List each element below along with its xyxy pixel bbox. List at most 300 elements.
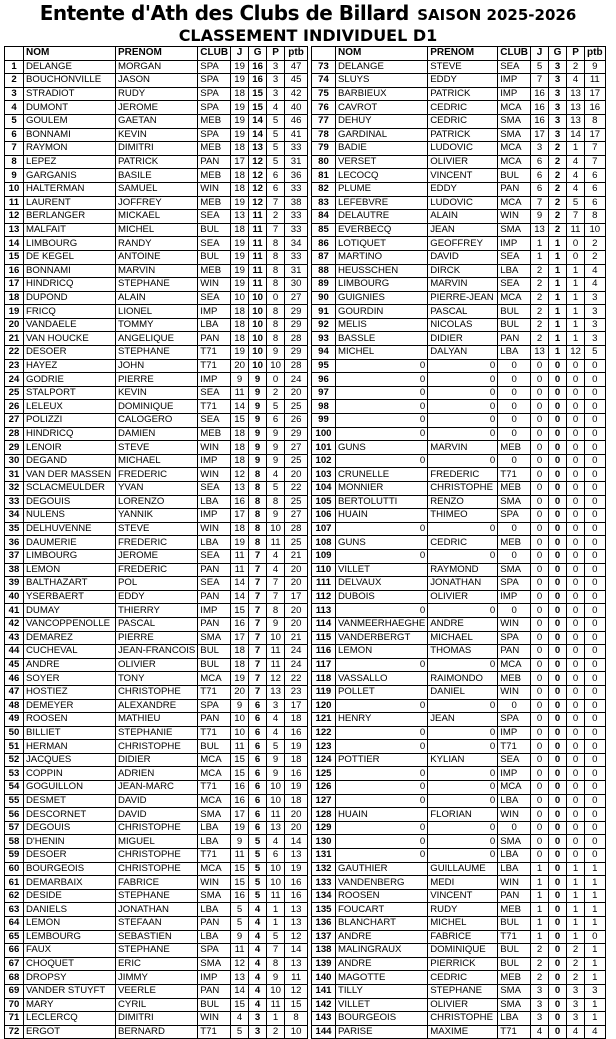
prenom-cell: 0 [428,359,498,373]
nom-cell: DUMONT [24,101,116,115]
table-row [312,631,606,645]
j-cell: 18 [231,142,249,156]
j-cell: 18 [231,182,249,196]
rank-cell: 134 [312,889,336,903]
club-cell: SEA [198,291,231,305]
p-cell: 2 [267,1025,285,1039]
ptb-cell: 15 [285,998,308,1012]
rank-cell: 138 [312,944,336,958]
g-cell: 9 [249,414,267,428]
prenom-cell: CEDRIC [428,536,498,550]
g-cell: 0 [549,984,567,998]
rank-cell: 48 [5,699,24,713]
nom-cell: GOURDIN [336,305,428,319]
p-cell: 10 [267,984,285,998]
p-cell: 10 [267,631,285,645]
ptb-cell: 33 [285,250,308,264]
table-row [312,169,606,183]
j-cell: 19 [231,278,249,292]
g-cell: 0 [549,862,567,876]
prenom-cell: DOMINIQUE [428,944,498,958]
club-cell: SEA [498,753,531,767]
club-cell: PAN [498,182,531,196]
ptb-cell: 7 [585,142,606,156]
p-cell: 6 [267,849,285,863]
prenom-cell: FABRICE [428,930,498,944]
prenom-cell: JEAN-MARC [116,781,198,795]
nom-cell: JACQUES [24,753,116,767]
rank-cell: 79 [312,142,336,156]
p-cell: 0 [567,509,585,523]
table-row [5,182,308,196]
table-row [312,794,606,808]
table-row [5,767,308,781]
g-cell: 0 [549,441,567,455]
j-cell: 0 [531,441,549,455]
rank-cell: 40 [5,590,24,604]
nom-cell: ANDRE [24,658,116,672]
ptb-cell: 0 [585,672,606,686]
ptb-cell: 33 [285,223,308,237]
ptb-cell: 41 [285,128,308,142]
g-cell: 0 [549,495,567,509]
p-cell: 0 [567,454,585,468]
p-cell: 14 [567,128,585,142]
j-cell: 16 [531,114,549,128]
j-cell: 3 [531,142,549,156]
club-cell: BUL [498,944,531,958]
p-cell: 3 [267,87,285,101]
ptb-cell: 0 [585,740,606,754]
nom-cell: HERMAN [24,740,116,754]
j-cell: 13 [231,482,249,496]
g-cell: 0 [549,577,567,591]
rank-cell: 39 [5,577,24,591]
ptb-cell: 0 [585,495,606,509]
p-cell: 5 [267,155,285,169]
club-cell: SEA [198,210,231,224]
g-cell: 0 [549,917,567,931]
p-cell: 5 [267,114,285,128]
p-cell: 11 [567,223,585,237]
g-cell: 0 [549,876,567,890]
j-cell: 19 [231,250,249,264]
nom-cell: 0 [336,427,428,441]
club-cell: SEA [198,577,231,591]
g-cell: 12 [249,196,267,210]
ptb-cell: 25 [285,400,308,414]
nom-cell: LENOIR [24,441,116,455]
table-row [5,930,308,944]
nom-cell: BOURGEOIS [336,1012,428,1026]
prenom-cell: 0 [428,835,498,849]
p-cell: 0 [567,441,585,455]
nom-cell: LEMON [336,645,428,659]
ptb-cell: 20 [285,604,308,618]
table-row [5,971,308,985]
p-cell: 0 [567,373,585,387]
nom-cell: DEGAND [24,454,116,468]
rank-cell: 18 [5,291,24,305]
header-j: J [231,47,249,61]
rank-cell: 54 [5,781,24,795]
p-cell: 0 [567,563,585,577]
p-cell: 0 [567,685,585,699]
rank-cell: 58 [5,835,24,849]
prenom-cell: CHRISTOPHE [116,821,198,835]
prenom-cell: STEPHANE [116,278,198,292]
nom-cell: VAN HOUCKE [24,332,116,346]
rank-cell: 59 [5,849,24,863]
prenom-cell: MAXIME [428,1025,498,1039]
g-cell: 14 [249,114,267,128]
ptb-cell: 33 [285,210,308,224]
prenom-cell: FREDERIC [116,536,198,550]
rank-cell: 143 [312,1012,336,1026]
ptb-cell: 18 [285,794,308,808]
p-cell: 1 [567,291,585,305]
club-cell: T71 [198,726,231,740]
table-row [312,699,606,713]
table-row [312,604,606,618]
g-cell: 12 [249,155,267,169]
j-cell: 0 [531,509,549,523]
g-cell: 7 [249,631,267,645]
table-row [312,781,606,795]
club-cell: WIN [198,182,231,196]
rank-cell: 20 [5,318,24,332]
p-cell: 4 [267,563,285,577]
club-cell: IMP [198,509,231,523]
table-row [312,454,606,468]
g-cell: 6 [249,794,267,808]
nom-cell: SLUYS [336,74,428,88]
ptb-cell: 28 [285,332,308,346]
ptb-cell: 1 [585,903,606,917]
p-cell: 13 [267,685,285,699]
ptb-cell: 38 [285,196,308,210]
rank-cell: 68 [5,971,24,985]
g-cell: 7 [249,617,267,631]
ptb-cell: 3 [585,318,606,332]
table-row [5,726,308,740]
prenom-cell: DIRCK [428,264,498,278]
j-cell: 17 [231,808,249,822]
club-cell: SEA [198,549,231,563]
ptb-cell: 6 [585,182,606,196]
club-cell: SMA [198,957,231,971]
j-cell: 1 [531,917,549,931]
nom-cell: ANDRE [336,930,428,944]
club-cell: MCA [498,196,531,210]
g-cell: 0 [549,971,567,985]
nom-cell: GOULEM [24,114,116,128]
ptb-cell: 17 [285,699,308,713]
club-cell: T71 [198,346,231,360]
nom-cell: VANMEERHAEGHE [336,617,428,631]
g-cell: 6 [249,781,267,795]
prenom-cell: 0 [428,767,498,781]
ptb-cell: 24 [285,658,308,672]
prenom-cell: 0 [428,427,498,441]
prenom-cell: MICHAEL [428,631,498,645]
club-cell: SEA [198,414,231,428]
club-cell: PAN [198,984,231,998]
club-cell: IMP [498,767,531,781]
j-cell: 0 [531,849,549,863]
j-cell: 13 [531,223,549,237]
nom-cell: 0 [336,740,428,754]
table-row [312,957,606,971]
j-cell: 0 [531,753,549,767]
p-cell: 11 [267,808,285,822]
club-cell: MCA [198,862,231,876]
g-cell: 8 [249,495,267,509]
g-cell: 0 [549,808,567,822]
j-cell: 2 [531,318,549,332]
club-cell: 0 [498,359,531,373]
nom-cell: 0 [336,522,428,536]
p-cell: 2 [567,944,585,958]
prenom-cell: MIGUEL [116,835,198,849]
ptb-cell: 45 [285,74,308,88]
g-cell: 0 [549,522,567,536]
ptb-cell: 2 [585,250,606,264]
table-row [312,903,606,917]
p-cell: 0 [567,658,585,672]
club-cell: LBA [498,1012,531,1026]
rank-cell: 47 [5,685,24,699]
p-cell: 1 [567,264,585,278]
p-cell: 1 [267,917,285,931]
table-row [5,876,308,890]
j-cell: 10 [231,726,249,740]
j-cell: 0 [531,400,549,414]
nom-cell: HAYEZ [24,359,116,373]
j-cell: 2 [531,332,549,346]
p-cell: 13 [267,821,285,835]
prenom-cell: OLIVIER [428,590,498,604]
j-cell: 19 [231,74,249,88]
g-cell: 7 [249,685,267,699]
prenom-cell: RUDY [116,87,198,101]
nom-cell: LEPEZ [24,155,116,169]
club-cell: MEB [198,142,231,156]
j-cell: 19 [231,536,249,550]
nom-cell: HINDRICQ [24,278,116,292]
table-row [5,332,308,346]
prenom-cell: YANNIK [116,509,198,523]
club-cell: SPA [498,713,531,727]
table-row [312,522,606,536]
ptb-cell: 26 [285,414,308,428]
nom-cell: VASSALLO [336,672,428,686]
prenom-cell: FREDERIC [116,468,198,482]
ptb-cell: 34 [285,237,308,251]
club-cell: MEB [498,482,531,496]
p-cell: 8 [267,250,285,264]
table-row [5,223,308,237]
prenom-cell: 0 [428,849,498,863]
club-cell: T71 [198,685,231,699]
club-cell: PAN [198,155,231,169]
club-cell: 0 [498,699,531,713]
ptb-cell: 0 [585,821,606,835]
header-g: G [249,47,267,61]
club-cell: 0 [498,604,531,618]
table-row [5,998,308,1012]
prenom-cell: MARVIN [116,264,198,278]
prenom-cell: 0 [428,522,498,536]
nom-cell: RAYMON [24,142,116,156]
ptb-cell: 17 [585,87,606,101]
rank-cell: 78 [312,128,336,142]
j-cell: 0 [531,672,549,686]
g-cell: 15 [249,101,267,115]
g-cell: 6 [249,753,267,767]
prenom-cell: STEPHANE [116,346,198,360]
p-cell: 10 [267,359,285,373]
table-row [312,414,606,428]
ptb-cell: 0 [585,468,606,482]
g-cell: 0 [549,903,567,917]
table-row [5,427,308,441]
table-row [5,536,308,550]
j-cell: 0 [531,549,549,563]
j-cell: 16 [231,781,249,795]
ptb-cell: 16 [285,889,308,903]
prenom-cell: DAMIEN [116,427,198,441]
club-cell: SEA [198,237,231,251]
nom-cell: SOYER [24,672,116,686]
prenom-cell: PATRICK [428,87,498,101]
rank-cell: 67 [5,957,24,971]
ptb-cell: 3 [585,291,606,305]
g-cell: 1 [549,332,567,346]
table-row [5,862,308,876]
j-cell: 15 [231,604,249,618]
p-cell: 8 [267,237,285,251]
prenom-cell: JEAN [428,223,498,237]
table-row [312,264,606,278]
ptb-cell: 19 [285,781,308,795]
p-cell: 1 [267,1012,285,1026]
nom-cell: GOGUILLON [24,781,116,795]
g-cell: 11 [249,278,267,292]
prenom-cell: ALEXANDRE [116,699,198,713]
club-cell: MEB [498,971,531,985]
p-cell: 4 [567,182,585,196]
header-j: J [531,47,549,61]
prenom-cell: LUDOVIC [428,196,498,210]
club-cell: WIN [498,617,531,631]
p-cell: 3 [567,1012,585,1026]
j-cell: 19 [231,346,249,360]
p-cell: 0 [267,373,285,387]
ptb-cell: 10 [285,1025,308,1039]
ptb-cell: 8 [585,114,606,128]
p-cell: 0 [567,414,585,428]
ptb-cell: 47 [285,60,308,74]
p-cell: 0 [567,753,585,767]
g-cell: 6 [249,808,267,822]
club-cell: PAN [198,590,231,604]
club-cell: WIN [198,468,231,482]
rank-cell: 5 [5,114,24,128]
prenom-cell: THOMAS [428,645,498,659]
p-cell: 9 [267,427,285,441]
j-cell: 16 [231,617,249,631]
rank-cell: 38 [5,563,24,577]
rank-cell: 136 [312,917,336,931]
j-cell: 18 [231,441,249,455]
club-cell: LBA [198,821,231,835]
prenom-cell: FLORIAN [428,808,498,822]
p-cell: 0 [567,549,585,563]
ptb-cell: 25 [285,536,308,550]
g-cell: 1 [549,318,567,332]
j-cell: 11 [231,563,249,577]
rank-cell: 80 [312,155,336,169]
prenom-cell: 0 [428,454,498,468]
j-cell: 18 [231,522,249,536]
club-cell: IMP [198,604,231,618]
rank-cell: 139 [312,957,336,971]
club-cell: PAN [498,645,531,659]
g-cell: 7 [249,658,267,672]
prenom-cell: LUDOVIC [428,142,498,156]
ptb-cell: 14 [285,944,308,958]
club-cell: SPA [198,87,231,101]
p-cell: 2 [567,60,585,74]
nom-cell: DEMEYER [24,699,116,713]
rank-cell: 19 [5,305,24,319]
table-row [312,1025,606,1039]
j-cell: 17 [531,128,549,142]
nom-cell: BERTOLUTTI [336,495,428,509]
g-cell: 0 [549,672,567,686]
nom-cell: VILLET [336,998,428,1012]
prenom-cell: DALYAN [428,346,498,360]
prenom-cell: OLIVIER [428,155,498,169]
header-club: CLUB [198,47,231,61]
table-row [5,617,308,631]
prenom-cell: VEERLE [116,984,198,998]
table-row [312,482,606,496]
p-cell: 3 [567,984,585,998]
j-cell: 17 [231,155,249,169]
ptb-cell: 0 [585,617,606,631]
p-cell: 0 [567,427,585,441]
g-cell: 4 [249,903,267,917]
nom-cell: LEMBOURG [24,930,116,944]
j-cell: 0 [531,563,549,577]
prenom-cell: 0 [428,740,498,754]
rank-cell: 4 [5,101,24,115]
table-row [5,631,308,645]
prenom-cell: 0 [428,658,498,672]
nom-cell: DESIDE [24,889,116,903]
club-cell: LBA [198,835,231,849]
j-cell: 6 [531,155,549,169]
g-cell: 0 [549,590,567,604]
nom-cell: DUBOIS [336,590,428,604]
prenom-cell: DANIEL [428,685,498,699]
table-row [312,359,606,373]
club-cell: 0 [498,386,531,400]
nom-cell: LECLERCQ [24,1012,116,1026]
nom-cell: MICHEL [336,346,428,360]
